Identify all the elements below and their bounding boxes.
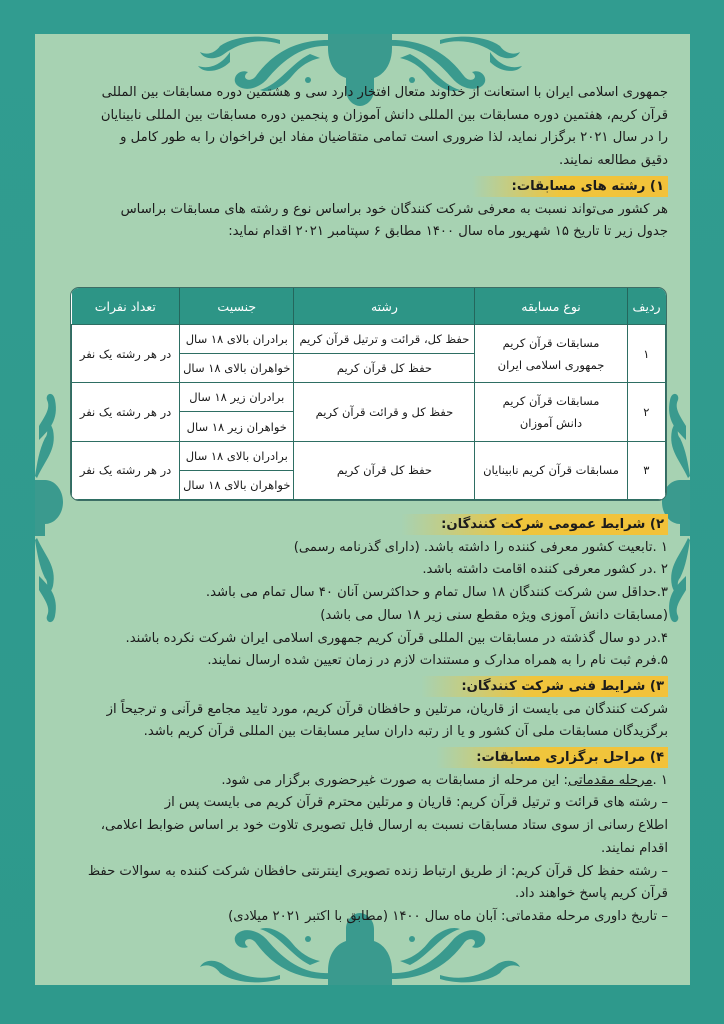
competition-type-line: مسابقات قرآن کریم [502,393,600,408]
table-row [72,383,666,412]
count-cell: در هر رشته یک نفر [72,441,180,499]
gender-cell: خواهران زیر ۱۸ سال [180,412,294,441]
header-row-number: ردیف [627,288,665,325]
competition-table [70,287,667,501]
field-cell: حفظ کل قرآن کریم [294,354,475,383]
section-2-line: ۲ .در کشور معرفی کننده اقامت داشته باشد. [422,562,668,578]
stage-label: مرحله مقدماتی [567,772,653,788]
header-count: تعداد نفرات [72,288,180,325]
intro-line: قرآن کریم، هفتمین دوره مسابقات بین المللی دانش آموزان و پنجمین دوره مسابقات بین المللی نابینایان [100,107,668,123]
section-1-heading: ۱) رشته های مسابقات: [472,176,668,197]
section-2-line: ۵.فرم ثبت نام را به همراه مدارک و مستندات لازم در زمان تعیین شده ارسال نمایند. [207,653,668,669]
document-body-bottom [62,511,668,929]
section-3-line: برگزیدگان مسابقات ملی آن کشور و یا از رتبه داران سایر مسابقات بین المللی قرآن کریم باشد. [143,724,668,740]
section-4-line: – تاریخ داوری مرحله مقدماتی: آبان ماه سال ۱۴۰۰ (مطابق با اکتبر ۲۰۲۱ میلادی) [228,908,668,924]
stage-text: : این مرحله از مسابقات به صورت غیرحضوری برگزار می شود. [221,772,568,788]
section-3-heading: ۳) شرایط فنی شرکت کنندگان: [421,676,668,697]
header-field: رشته [294,288,475,325]
intro-line: دقیق مطالعه نمایند. [559,153,668,169]
document-body-top [62,82,668,244]
section-4-line: اطلاع رسانی از سوی ستاد مسابقات نسبت به ارسال فایل تصویری تلاوت خود بر اساس ضوابط اعلامی، [100,818,668,834]
header-competition-type: نوع مسابقه [475,288,627,325]
competition-type: مسابقات قرآن کریم نابینایان [475,441,627,499]
section-4-line: – رشته های قرائت و ترتیل قرآن کریم: قاریان و مرتلین محترم قرآن کریم می بایست پس از [164,795,668,811]
section-4-line: قرآن کریم پاسخ خواهند داد. [514,886,668,902]
competition-type-line: مسابقات قرآن کریم [502,335,600,350]
competition-type [475,325,627,383]
header-gender: جنسیت [180,288,294,325]
row-number: ۲ [627,383,665,441]
count-cell: در هر رشته یک نفر [72,383,180,441]
section-2-heading: ۲) شرایط عمومی شرکت کنندگان: [401,514,668,535]
row-number: ۱ [627,325,665,383]
field-cell: حفظ کل قرآن کریم [294,441,475,499]
intro-line: جمهوری اسلامی ایران با استعانت از خداوند متعال افتخار دارد سی و هشتمین دوره مسابقات بین المللی [101,85,668,100]
gender-cell: برادران زیر ۱۸ سال [180,383,294,412]
section-2-line: (مسابقات دانش آموزی ویژه مقطع سنی زیر ۱۸ سال می باشد) [320,607,668,623]
gender-cell: خواهران بالای ۱۸ سال [180,470,294,499]
competition-type-line: جمهوری اسلامی ایران [497,357,605,372]
count-cell: در هر رشته یک نفر [72,325,180,383]
section-4-heading: ۴) مراحل برگزاری مسابقات: [436,747,668,768]
gender-cell: برادران بالای ۱۸ سال [180,441,294,470]
row-number: ۳ [627,441,665,499]
section-4-line: – رشته حفظ کل قرآن کریم: از طریق ارتباط زنده تصویری اینترنتی حافظان شرکت کننده به سوالات حفظ [87,863,668,879]
intro-line: را در سال ۲۰۲۱ برگزار نماید، لذا ضروری است تمامی متقاضیان مفاد این فراخوان را به طور کامل و [120,130,668,146]
gender-cell: خواهران بالای ۱۸ سال [180,354,294,383]
table-row [72,325,666,354]
section-2-line: ۴.در دو سال گذشته در مسابقات بین المللی قرآن کریم جمهوری اسلامی ایران شرکت نکرده باشند. [125,630,668,646]
competition-type-line: دانش آموزان [519,415,583,430]
table-header-row [72,288,666,325]
section-3-line: شرکت کنندگان می بایست از قاریان، مرتلین و حافظان قرآن کریم، مورد تایید مجامع قرآنی و ترجیحاً از [106,701,668,717]
section-4-stage [62,770,668,793]
field-cell: حفظ کل، قرائت و ترتیل قرآن کریم [294,325,475,354]
section-2-line: ۳.حداقل سن شرکت کنندگان ۱۸ سال تمام و حداکثرسن آنان ۴۰ سال تمام می باشد. [205,585,668,601]
left-ornament-icon [35,380,65,640]
table-row [72,441,666,470]
stage-prefix: ۱ . [652,772,668,788]
section-2-line: ۱ .تابعیت کشور معرفی کننده را داشته باشد. (دارای گذرنامه رسمی) [293,539,668,555]
field-cell: حفظ کل و قرائت قرآن کریم [294,383,475,441]
section-1-line: جدول زیر تا تاریخ ۱۵ شهریور ماه سال ۱۴۰۰ مطابق ۶ سپتامبر ۲۰۲۱ اقدام نماید: [228,224,668,240]
gender-cell: برادران بالای ۱۸ سال [180,325,294,354]
section-1-line: هر کشور می‌تواند نسبت به معرفی شرکت کنندگان خود براساس نوع و رشته های مسابقات براساس [120,201,668,217]
section-4-line: اقدام نمایند. [601,840,668,856]
competition-type [475,383,627,441]
